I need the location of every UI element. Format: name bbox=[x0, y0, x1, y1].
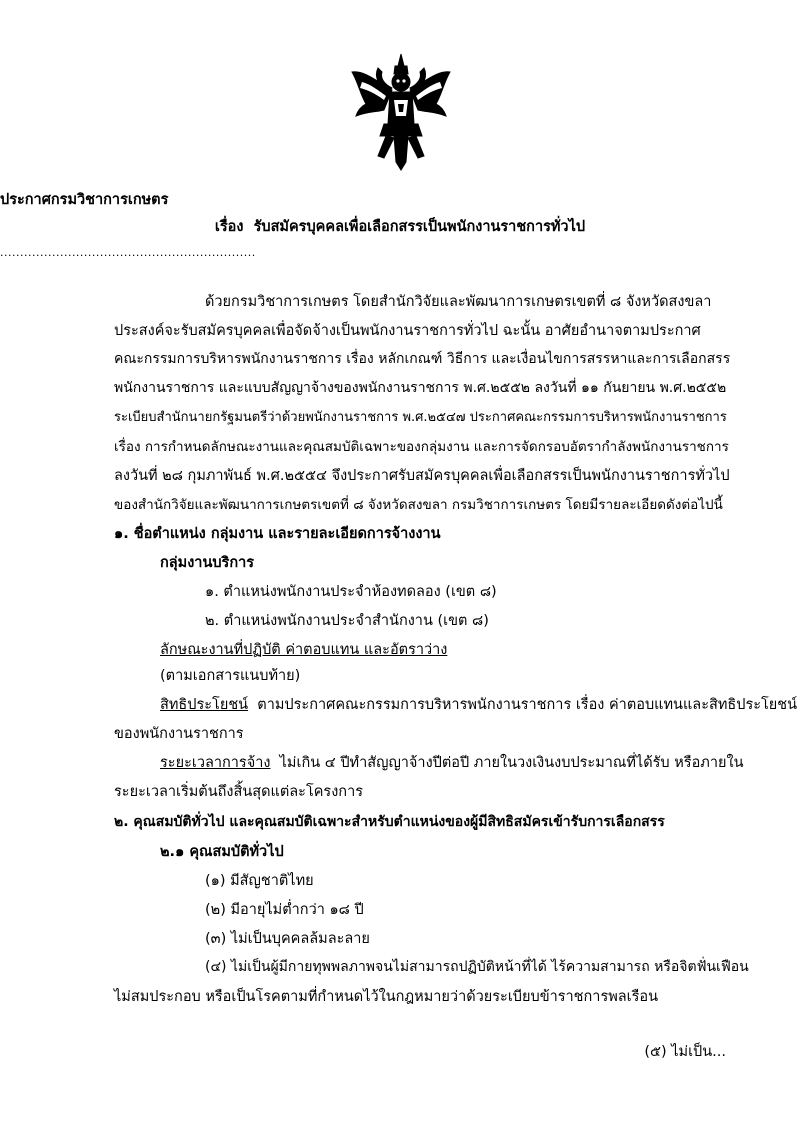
subject-prefix: เรื่อง bbox=[214, 219, 244, 235]
section2-heading: ๒. คุณสมบัติทั่วไป และคุณสมบัติเฉพาะสำหรับตำแหน่งของผู้มีสิทธิสมัครเข้ารับการเลือกสรร bbox=[114, 814, 665, 830]
intro-line: คณะกรรมการบริหารพนักงานราชการ เรื่อง หลักเกณฑ์ วิธีการ และเงื่อนไขการสรรหาและการเลือกสรร bbox=[114, 351, 731, 367]
continuation-marker: (๕) ไม่เป็น... bbox=[644, 1044, 726, 1060]
section2-subheading: ๒.๑ คุณสมบัติทั่วไป bbox=[160, 844, 284, 860]
work-description-heading: ลักษณะงานที่ปฏิบัติ ค่าตอบแทน และอัตราว่าง bbox=[160, 642, 448, 658]
intro-line: ลงวันที่ ๒๘ กุมภาพันธ์ พ.ศ.๒๕๕๔ จึงประกาศรับสมัครบุคคลเพื่อเลือกสรรเป็นพนักงานราชการทั่วไป bbox=[114, 468, 730, 484]
qualification-item-4-cont: ไม่สมประกอบ หรือเป็นโรคตามที่กำหนดไว้ในกฎหมายว่าด้วยระเบียบข้าราชการพลเรือน bbox=[114, 989, 659, 1005]
header-separator: ................................................................ bbox=[0, 246, 256, 259]
document-subject bbox=[0, 215, 800, 238]
section1-group: กลุ่มงานบริการ bbox=[160, 555, 255, 571]
benefit-label: สิทธิประโยชน์ bbox=[160, 697, 249, 713]
benefit-text: ตามประกาศคณะกรรมการบริหารพนักงานราชการ เรื่อง ค่าตอบแทนและสิทธิประโยชน์ bbox=[257, 697, 798, 713]
work-description-note: (ตามเอกสารแนบท้าย) bbox=[160, 668, 301, 684]
period-line-2: ระยะเวลาเริ่มต้นถึงสิ้นสุดแต่ละโครงการ bbox=[114, 784, 364, 800]
position-item: ๒. ตำแหน่งพนักงานประจำสำนักงาน (เขต ๘) bbox=[205, 613, 489, 629]
intro-line: ด้วยกรมวิชาการเกษตร โดยสำนักวิจัยและพัฒนาการเกษตรเขตที่ ๘ จังหวัดสงขลา bbox=[205, 294, 712, 310]
period-line bbox=[160, 751, 744, 774]
benefit-line bbox=[160, 693, 797, 716]
intro-line: เรื่อง การกำหนดลักษณะงานและคุณสมบัติเฉพาะของกลุ่มงาน และการจัดกรอบอัตรากำลังพนักงานราชการ bbox=[114, 439, 729, 455]
qualification-item: (๒) มีอายุไม่ต่ำกว่า ๑๘ ปี bbox=[205, 902, 364, 918]
section1-heading: ๑. ชื่อตำแหน่ง กลุ่มงาน และรายละเอียดการจ้างงาน bbox=[114, 526, 441, 542]
period-label: ระยะเวลาการจ้าง bbox=[160, 755, 271, 771]
subject-text: รับสมัครบุคคลเพื่อเลือกสรรเป็นพนักงานราชการทั่วไป bbox=[253, 219, 586, 235]
benefit-line-2: ของพนักงานราชการ bbox=[114, 726, 244, 742]
garuda-emblem bbox=[348, 52, 454, 172]
qualification-item-4: (๔) ไม่เป็นผู้มีกายทุพพลภาพจนไม่สามารถปฏิบัติหน้าที่ได้ ไร้ความสามารถ หรือจิตฟั่นเฟือน bbox=[205, 959, 749, 975]
document-title: ประกาศกรมวิชาการเกษตร bbox=[0, 192, 169, 208]
intro-line: ประสงค์จะรับสมัครบุคคลเพื่อจัดจ้างเป็นพนักงานราชการทั่วไป ฉะนั้น อาศัยอำนาจตามประกาศ bbox=[114, 323, 701, 339]
position-item: ๑. ตำแหน่งพนักงานประจำห้องทดลอง (เขต ๘) bbox=[205, 584, 497, 600]
intro-line: พนักงานราชการ และแบบสัญญาจ้างของพนักงานราชการ พ.ศ.๒๕๕๒ ลงวันที่ ๑๑ กันยายน พ.ศ.๒๕๕๒ bbox=[114, 380, 727, 396]
intro-line: ของสำนักวิจัยและพัฒนาการเกษตรเขตที่ ๘ จังหวัดสงขลา กรมวิชาการเกษตร โดยมีรายละเอียดดังต่อไปนี้ bbox=[114, 497, 723, 513]
intro-line: ระเบียบสำนักนายกรัฐมนตรีว่าด้วยพนักงานราชการ พ.ศ.๒๕๔๗ ประกาศคณะกรรมการบริหารพนักงานราชการ bbox=[114, 410, 727, 425]
qualification-item: (๓) ไม่เป็นบุคคลล้มละลาย bbox=[205, 931, 370, 947]
qualification-item: (๑) มีสัญชาติไทย bbox=[205, 873, 314, 889]
period-text: ไม่เกิน ๔ ปีทำสัญญาจ้างปีต่อปี ภายในวงเงินงบประมาณที่ได้รับ หรือภายใน bbox=[279, 755, 744, 771]
